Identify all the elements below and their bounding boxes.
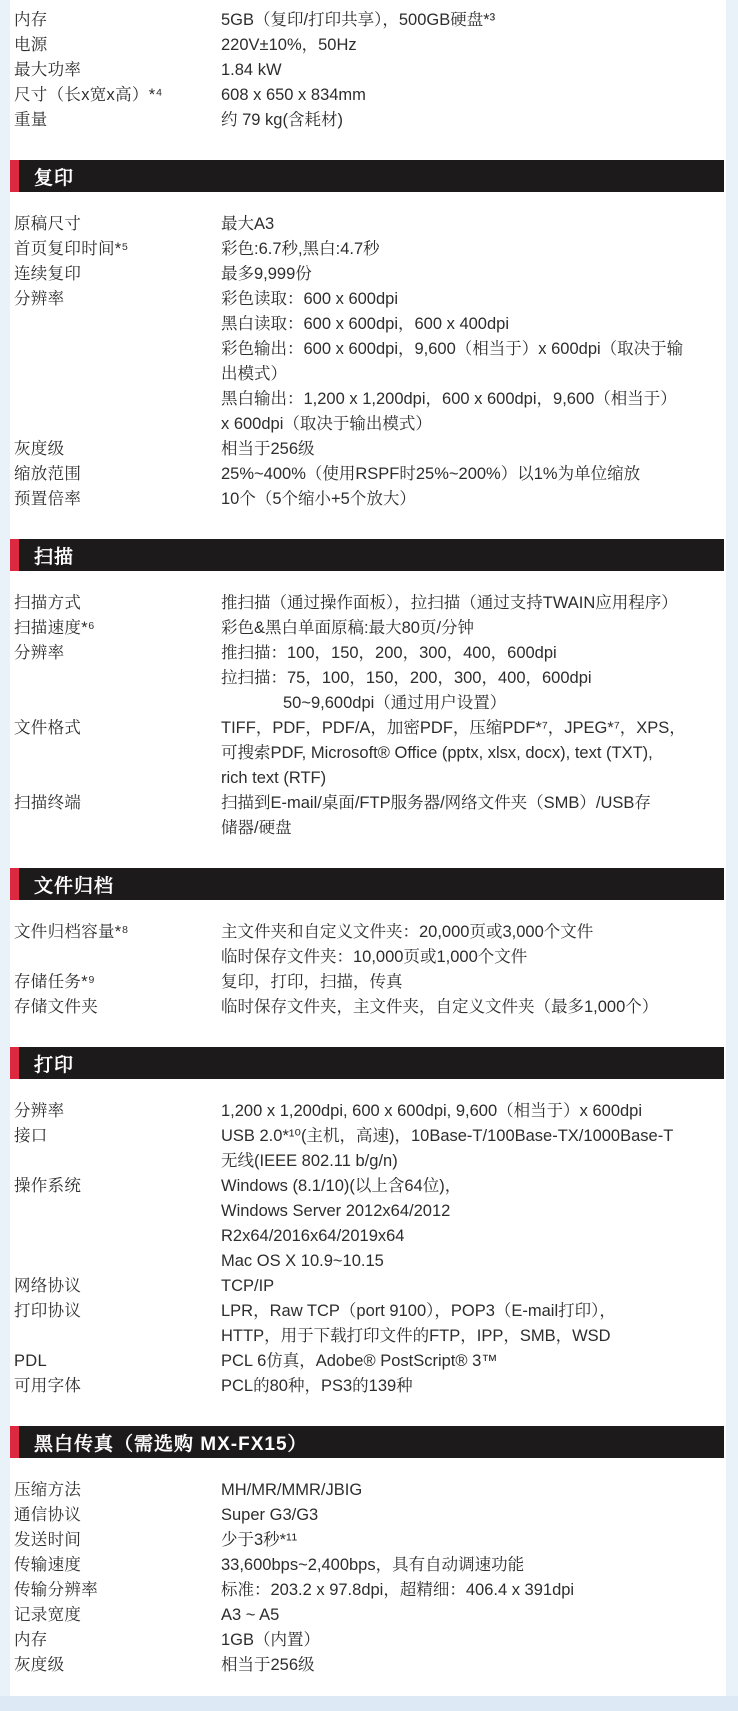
spec-row <box>14 1578 726 1603</box>
spec-row <box>14 1374 726 1399</box>
spec-value-line: rich text (RTF) <box>221 769 327 787</box>
spec-label: 内存 <box>14 11 48 29</box>
spec-value <box>221 1349 726 1374</box>
spec-value <box>221 1374 726 1399</box>
spec-value <box>221 287 726 437</box>
spec-value-line: 最多9,999份 <box>221 265 312 283</box>
spec-value-line: 复印，打印，扫描，传真 <box>221 973 403 991</box>
spec-value <box>221 262 726 287</box>
spec-value <box>221 920 726 970</box>
spec-value-line: LPR，Raw TCP（port 9100），POP3（E-mail打印）， <box>221 1302 616 1320</box>
spec-label: 压缩方法 <box>14 1481 82 1499</box>
spec-value-line: TIFF，PDF，PDF/A，加密PDF，压缩PDF*⁷，JPEG*⁷，XPS， <box>221 719 686 737</box>
spec-value <box>221 108 726 133</box>
spec-value-line: 彩色:6.7秒,黑白:4.7秒 <box>221 240 380 258</box>
spec-label: 分辨率 <box>14 290 65 308</box>
spec-value <box>221 1478 726 1503</box>
section-title: 复印 <box>34 167 75 189</box>
spec-row <box>14 237 726 262</box>
spec-label: 连续复印 <box>14 265 82 283</box>
spec-row <box>14 108 726 133</box>
section-header <box>10 1047 724 1079</box>
spec-label: 原稿尺寸 <box>14 215 82 233</box>
spec-row <box>14 1274 726 1299</box>
spec-label: 通信协议 <box>14 1506 82 1524</box>
spec-row <box>14 1628 726 1653</box>
spec-value-line: 50~9,600dpi（通过用户设置） <box>283 694 507 712</box>
spec-value-line: A3 ~ A5 <box>221 1606 280 1624</box>
spec-value-line: 彩色输出：600 x 600dpi，9,600（相当于）x 600dpi（取决于输 <box>221 340 684 358</box>
spec-row <box>14 262 726 287</box>
spec-label: 分辨率 <box>14 1102 65 1120</box>
spec-label: 打印协议 <box>14 1302 82 1320</box>
spec-value-line: 彩色读取：600 x 600dpi <box>221 290 398 308</box>
spec-label: 接口 <box>14 1127 48 1145</box>
spec-value-line: 1GB（内置） <box>221 1631 321 1649</box>
spec-value-line: 推扫描：100，150，200，300，400，600dpi <box>221 644 557 662</box>
spec-value <box>221 641 726 716</box>
section-body <box>14 1099 726 1399</box>
spec-row <box>14 791 726 841</box>
spec-row <box>14 1349 726 1374</box>
spec-row <box>14 1603 726 1628</box>
spec-value-line: USB 2.0*¹⁰(主机，高速)，10Base-T/100Base-TX/1000Base-T <box>221 1127 674 1145</box>
spec-sections <box>14 160 726 1678</box>
spec-value <box>221 591 726 616</box>
spec-row <box>14 995 726 1020</box>
section-body <box>14 591 726 841</box>
spec-label: 发送时间 <box>14 1531 82 1549</box>
spec-row <box>14 487 726 512</box>
spec-row <box>14 616 726 641</box>
spec-label: 扫描终端 <box>14 794 82 812</box>
spec-value <box>221 791 726 841</box>
spec-value <box>221 487 726 512</box>
spec-value <box>221 1528 726 1553</box>
spec-value-line: 标准：203.2 x 97.8dpi，超精细：406.4 x 391dpi <box>221 1581 575 1599</box>
spec-value <box>221 212 726 237</box>
spec-row <box>14 83 726 108</box>
spec-value-line: PCL的80种，PS3的139种 <box>221 1377 413 1395</box>
spec-value-line: 拉扫描：75，100，150，200，300，400，600dpi <box>221 669 592 687</box>
spec-label: 文件格式 <box>14 719 82 737</box>
spec-value-line: HTTP，用于下载打印文件的FTP，IPP，SMB，WSD <box>221 1327 611 1345</box>
spec-label: PDL <box>14 1352 47 1370</box>
spec-label: 记录宽度 <box>14 1606 82 1624</box>
spec-label: 尺寸（长x宽x高）*⁴ <box>14 86 163 104</box>
spec-label: 存储任务*⁹ <box>14 973 96 991</box>
spec-value-line: TCP/IP <box>221 1277 275 1295</box>
spec-value <box>221 237 726 262</box>
section-header <box>10 160 724 192</box>
spec-value <box>221 462 726 487</box>
spec-value-line: 储器/硬盘 <box>221 819 292 837</box>
spec-row <box>14 970 726 995</box>
red-accent-bar <box>10 539 19 571</box>
spec-value-line: Windows (8.1/10)(以上含64位)， <box>221 1177 462 1195</box>
spec-value-line: 10个（5个缩小+5个放大） <box>221 490 416 508</box>
spec-label: 灰度级 <box>14 440 65 458</box>
red-accent-bar <box>10 1047 19 1079</box>
spec-value <box>221 437 726 462</box>
section-body <box>14 212 726 512</box>
bottom-strip <box>0 1696 738 1711</box>
spec-value-line: MH/MR/MMR/JBIG <box>221 1481 363 1499</box>
section-header <box>10 539 724 571</box>
red-accent-bar <box>10 868 19 900</box>
spec-value-line: 5GB（复印/打印共享），500GB硬盘*³ <box>221 11 496 29</box>
spec-row <box>14 437 726 462</box>
section-body <box>14 1478 726 1678</box>
spec-label: 扫描方式 <box>14 594 82 612</box>
spec-value <box>221 1503 726 1528</box>
spec-row <box>14 1503 726 1528</box>
spec-value <box>221 1628 726 1653</box>
red-accent-bar <box>10 1426 19 1458</box>
general-spec-rows <box>14 8 726 133</box>
spec-value <box>221 716 726 791</box>
spec-value-line: 相当于256级 <box>221 1656 315 1674</box>
spec-value <box>221 1603 726 1628</box>
spec-row <box>14 8 726 33</box>
spec-value-line: 黑白读取：600 x 600dpi，600 x 400dpi <box>221 315 509 333</box>
spec-value-line: 彩色&黑白单面原稿:最大80页/分钟 <box>221 619 475 637</box>
spec-label: 灰度级 <box>14 1656 65 1674</box>
spec-row <box>14 920 726 970</box>
spec-label: 预置倍率 <box>14 490 82 508</box>
spec-value-line: 相当于256级 <box>221 440 315 458</box>
spec-value-line: 少于3秒*¹¹ <box>221 1531 298 1549</box>
spec-row <box>14 462 726 487</box>
spec-row <box>14 1124 726 1174</box>
spec-label: 分辨率 <box>14 644 65 662</box>
section-title: 黑白传真（需选购 MX-FX15） <box>34 1433 308 1455</box>
spec-label: 网络协议 <box>14 1277 82 1295</box>
spec-label: 电源 <box>14 36 48 54</box>
spec-value-line: x 600dpi（取决于输出模式） <box>221 415 432 433</box>
spec-row <box>14 287 726 437</box>
spec-label: 首页复印时间*⁵ <box>14 240 129 258</box>
spec-value-line: 约 79 kg(含耗材) <box>221 111 343 129</box>
spec-value <box>221 1653 726 1678</box>
spec-value-line: Mac OS X 10.9~10.15 <box>221 1252 384 1270</box>
section-title: 文件归档 <box>34 875 115 897</box>
spec-value-line: 出模式） <box>221 365 287 383</box>
spec-row <box>14 1478 726 1503</box>
section-header <box>10 868 724 900</box>
spec-row <box>14 1299 726 1349</box>
spec-value-line: 临时保存文件夹：10,000页或1,000个文件 <box>221 948 528 966</box>
spec-value-line: PCL 6仿真，Adobe® PostScript® 3™ <box>221 1352 498 1370</box>
red-accent-bar <box>10 160 19 192</box>
spec-value-line: 推扫描（通过操作面板），拉扫描（通过支持TWAIN应用程序） <box>221 594 678 612</box>
section-title: 打印 <box>34 1054 75 1076</box>
spec-label: 文件归档容量*⁸ <box>14 923 129 941</box>
spec-value-line: Super G3/G3 <box>221 1506 319 1524</box>
spec-value-line: 220V±10%，50Hz <box>221 36 357 54</box>
spec-row <box>14 33 726 58</box>
spec-label: 传输速度 <box>14 1556 82 1574</box>
spec-label: 扫描速度*⁶ <box>14 619 96 637</box>
spec-row <box>14 716 726 791</box>
spec-value <box>221 1099 726 1124</box>
spec-value-line: Windows Server 2012x64/2012 <box>221 1202 451 1220</box>
spec-row <box>14 212 726 237</box>
spec-value <box>221 58 726 83</box>
spec-value-line: 1.84 kW <box>221 61 282 79</box>
spec-row <box>14 591 726 616</box>
spec-value-line: 无线(IEEE 802.11 b/g/n) <box>221 1152 398 1170</box>
spec-label: 内存 <box>14 1631 48 1649</box>
spec-value <box>221 1174 726 1274</box>
spec-row <box>14 641 726 716</box>
spec-value <box>221 970 726 995</box>
spec-value <box>221 83 726 108</box>
spec-value-line: 可搜索PDF, Microsoft® Office (pptx, xlsx, docx), text (TXT), <box>221 744 653 762</box>
section-title: 扫描 <box>34 546 75 568</box>
spec-value <box>221 8 726 33</box>
spec-label: 可用字体 <box>14 1377 82 1395</box>
spec-value <box>221 1299 726 1349</box>
spec-value <box>221 616 726 641</box>
spec-label: 重量 <box>14 111 48 129</box>
spec-value <box>221 1578 726 1603</box>
spec-value-line: 主文件夹和自定义文件夹：20,000页或3,000个文件 <box>221 923 594 941</box>
spec-value-line: 最大A3 <box>221 215 275 233</box>
spec-value-line: 临时保存文件夹，主文件夹，自定义文件夹（最多1,000个） <box>221 998 659 1016</box>
spec-value <box>221 1553 726 1578</box>
section-body <box>14 920 726 1020</box>
spec-value <box>221 33 726 58</box>
spec-row <box>14 1099 726 1124</box>
spec-value <box>221 1124 726 1174</box>
content-area <box>10 0 726 1696</box>
spec-value-line: 25%~400%（使用RSPF时25%~200%）以1%为单位缩放 <box>221 465 641 483</box>
spec-row <box>14 1553 726 1578</box>
spec-value-line: 33,600bps~2,400bps，具有自动调速功能 <box>221 1556 525 1574</box>
spec-value-line: R2x64/2016x64/2019x64 <box>221 1227 405 1245</box>
spec-row <box>14 1653 726 1678</box>
spec-label: 传输分辨率 <box>14 1581 98 1599</box>
spec-value <box>221 1274 726 1299</box>
spec-row <box>14 1528 726 1553</box>
spec-value-line: 扫描到E-mail/桌面/FTP服务器/网络文件夹（SMB）/USB存 <box>221 794 651 812</box>
spec-value-line: 1,200 x 1,200dpi, 600 x 600dpi, 9,600（相当于）x 600dpi <box>221 1102 643 1120</box>
spec-row <box>14 58 726 83</box>
spec-value-line: 黑白输出：1,200 x 1,200dpi，600 x 600dpi，9,600（相当于） <box>221 390 677 408</box>
spec-label: 缩放范围 <box>14 465 82 483</box>
section-header <box>10 1426 724 1458</box>
spec-label: 操作系统 <box>14 1177 82 1195</box>
spec-label: 存储文件夹 <box>14 998 98 1016</box>
spec-row <box>14 1174 726 1274</box>
spec-value-line: 608 x 650 x 834mm <box>221 86 366 104</box>
spec-label: 最大功率 <box>14 61 82 79</box>
spec-value <box>221 995 726 1020</box>
